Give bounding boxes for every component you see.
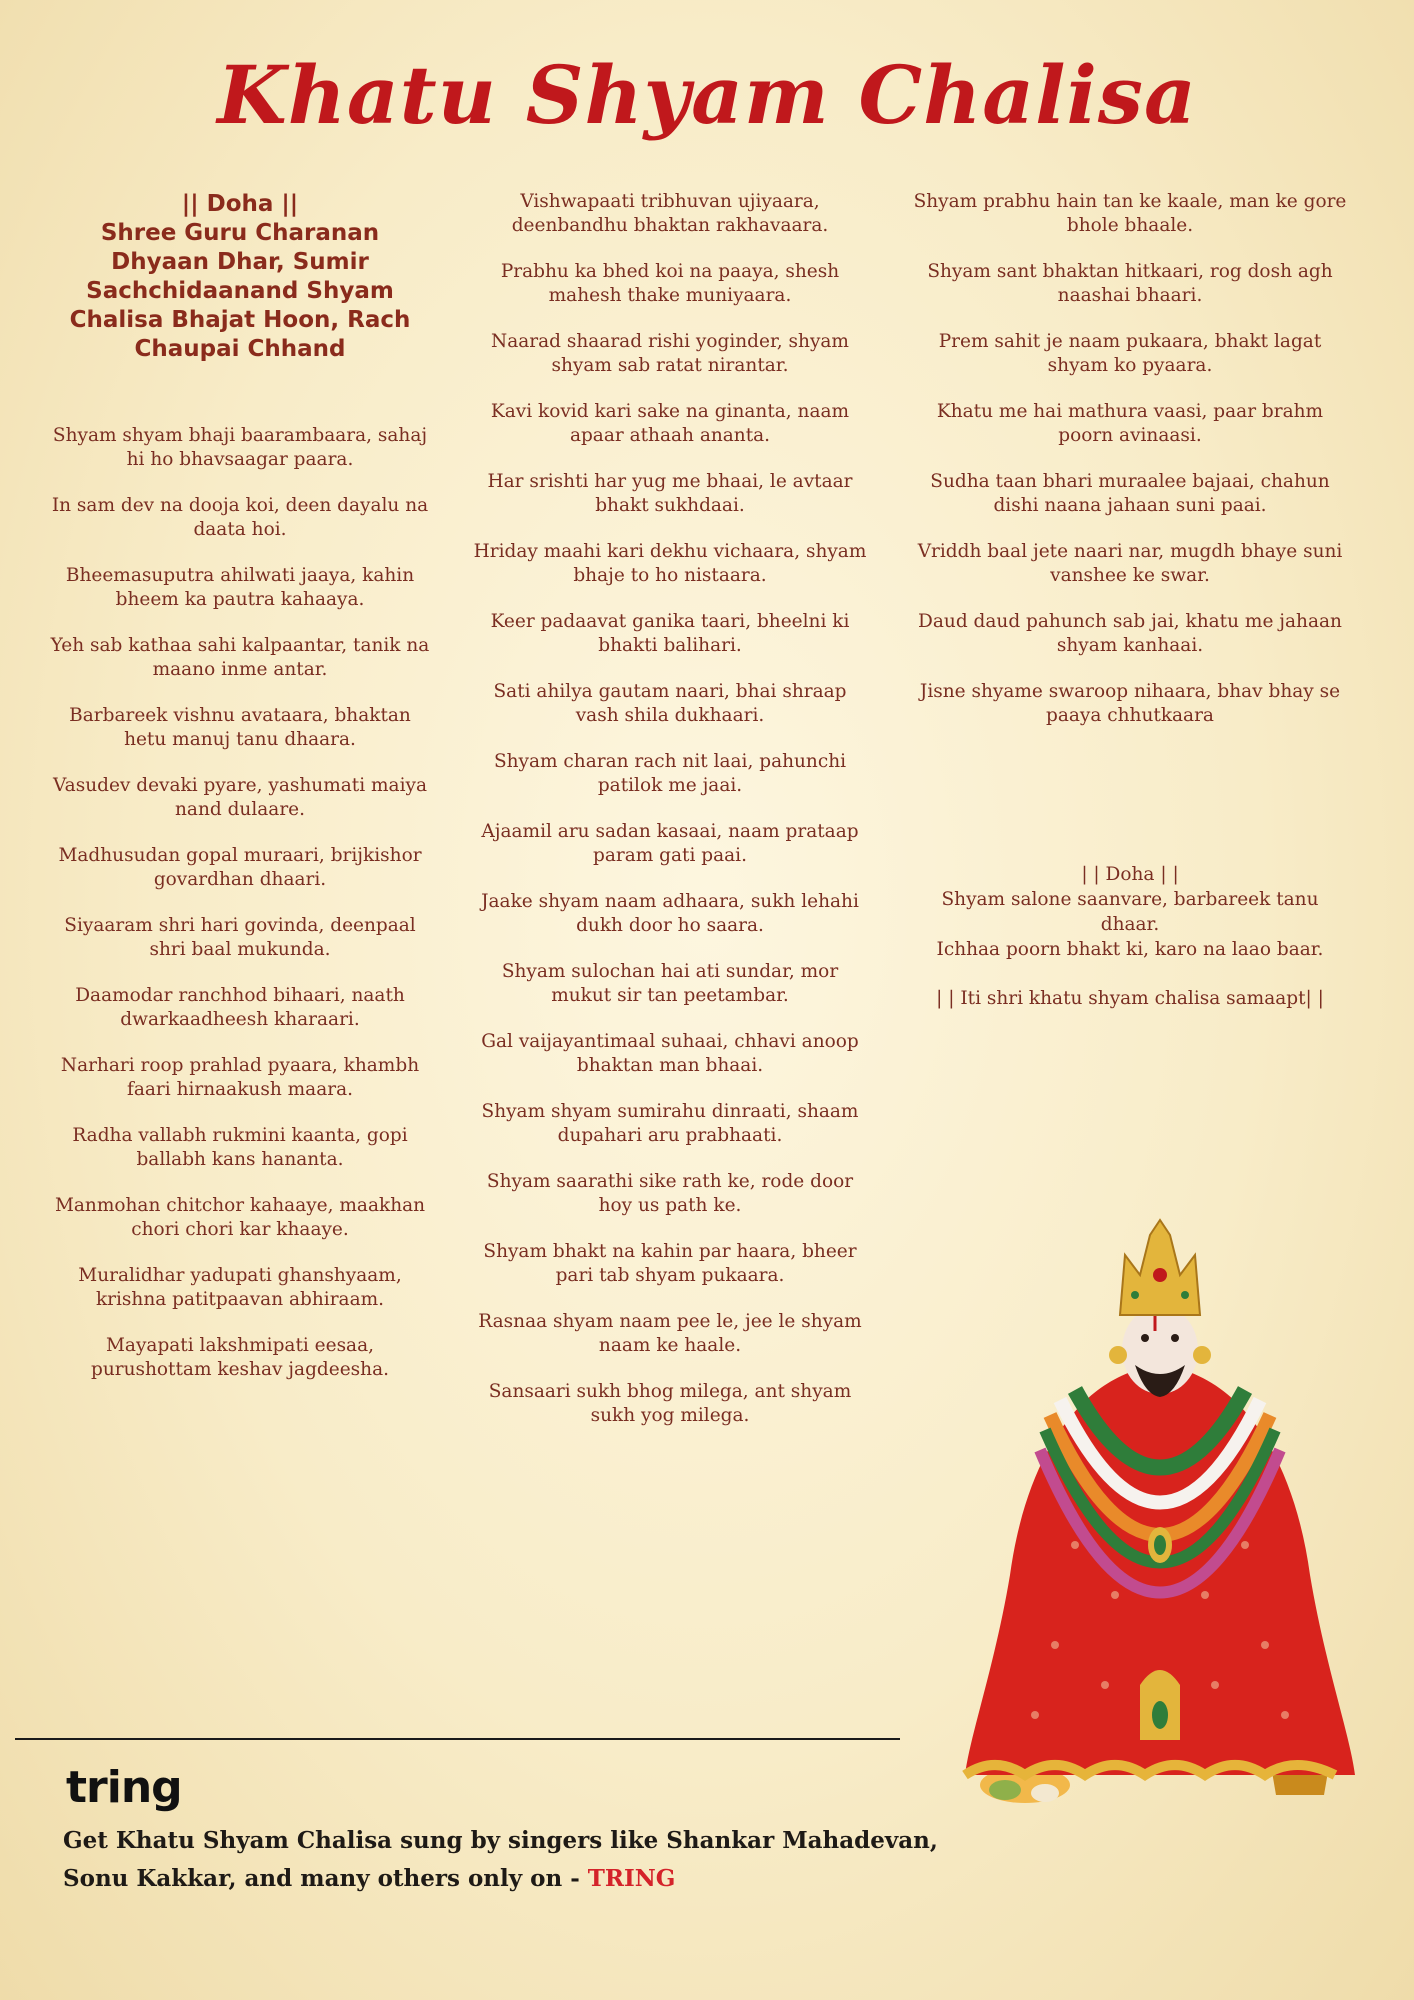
verse: In sam dev na dooja koi, deen dayalu na daata hoi. [51, 495, 429, 540]
verse: Ajaamil aru sadan kasaai, naam prataap param gati paai. [481, 821, 859, 866]
column-1 [50, 190, 430, 1404]
verse: Muralidhar yadupati ghanshyaam, krishna patitpaavan abhiraam. [78, 1265, 402, 1310]
verse: Prabhu ka bhed koi na paaya, shesh mahesh thake muniyaara. [500, 261, 840, 306]
verse: Shyam sulochan hai ati sundar, mor mukut sir tan peetambar. [501, 961, 839, 1006]
verse: Naarad shaarad rishi yoginder, shyam shyam sab ratat nirantar. [491, 331, 849, 376]
verse: Gal vaijayantimaal suhaai, chhavi anoop bhaktan man bhaai. [481, 1031, 859, 1076]
verse: Shyam bhakt na kahin par haara, bheer pari tab shyam pukaara. [483, 1241, 857, 1286]
verse: Har srishti har yug me bhaai, le avtaar bhakt sukhdaai. [487, 471, 853, 516]
verse: Jaake shyam naam adhaara, sukh lehahi dukh door ho saara. [481, 891, 859, 936]
verse: Jisne shyame swaroop nihaara, bhav bhay se paaya chhutkaara [919, 681, 1341, 726]
opening-doha [50, 190, 430, 364]
verse: Prem sahit je naam pukaara, bhakt lagat shyam ko pyaara. [938, 331, 1322, 376]
verse: Kavi kovid kari sake na ginanta, naam apaar athaah ananta. [490, 401, 850, 446]
verse: Barbareek vishnu avataara, bhaktan hetu manuj tanu dhaara. [69, 705, 411, 750]
column-3 [910, 190, 1350, 750]
column-2 [470, 190, 870, 1450]
verse: Shyam shyam bhaji baarambaara, sahaj hi ho bhavsaagar paara. [52, 425, 428, 470]
verse: Sudha taan bhari muraalee bajaai, chahun dishi naana jahaan suni paai. [930, 471, 1330, 516]
column-1-verses [50, 424, 430, 1382]
page-title: Khatu Shyam Chalisa [217, 48, 1197, 142]
chalisa-ending: | | Iti shri khatu shyam chalisa samaapt| | [936, 988, 1324, 1009]
verse: Sati ahilya gautam naari, bhai shraap vash shila dukhaari. [493, 681, 847, 726]
promo-text [63, 1822, 943, 1898]
verse: Shyam charan rach nit laai, pahunchi patilok me jaai. [493, 751, 847, 796]
verse: Rasnaa shyam naam pee le, jee le shyam naam ke haale. [478, 1311, 862, 1356]
verse: Daud daud pahunch sab jai, khatu me jahaan shyam kanhaai. [918, 611, 1342, 656]
verse: Vasudev devaki pyare, yashumati maiya nand dulaare. [53, 775, 427, 820]
closing-doha [910, 862, 1350, 1011]
verse: Manmohan chitchor kahaaye, maakhan chori chori kar khaaye. [54, 1195, 426, 1240]
verse: Siyaaram shri hari govinda, deenpaal shri baal mukunda. [64, 915, 416, 960]
verse: Bheemasuputra ahilwati jaaya, kahin bheem ka pautra kahaaya. [65, 565, 415, 610]
verse: Shyam sant bhaktan hitkaari, rog dosh agh naashai bhaari. [927, 261, 1333, 306]
deity-illustration [955, 1215, 1365, 1815]
brand-logo: tring [66, 1762, 182, 1813]
verse: Hriday maahi kari dekhu vichaara, shyam bhaje to ho nistaara. [473, 541, 867, 586]
doha-text: Shree Guru Charanan Dhyaan Dhar, Sumir Sachchidaanand Shyam Chalisa Bhajat Hoon, Rach Chaupai Chhand [69, 220, 411, 362]
verse: Yeh sab kathaa sahi kalpaantar, tanik na maano inme antar. [50, 635, 430, 680]
verse: Daamodar ranchhod bihaari, naath dwarkaadheesh kharaari. [75, 985, 405, 1030]
verse: Vriddh baal jete naari nar, mugdh bhaye suni vanshee ke swar. [917, 541, 1343, 586]
closing-doha-line: Ichhaa poorn bhakt ki, karo na laao baar. [936, 939, 1324, 960]
verse: Shyam prabhu hain tan ke kaale, man ke gore bhole bhaale. [913, 191, 1347, 236]
verse: Shyam saarathi sike rath ke, rode door hoy us path ke. [486, 1171, 854, 1216]
verse: Mayapati lakshmipati eesaa, purushottam keshav jagdeesha. [91, 1335, 389, 1380]
verse: Vishwapaati tribhuvan ujiyaara, deenbandhu bhaktan rakhavaara. [511, 191, 829, 236]
verse: Khatu me hai mathura vaasi, paar brahm poorn avinaasi. [936, 401, 1324, 446]
verse: Shyam shyam sumirahu dinraati, shaam dupahari aru prabhaati. [481, 1101, 859, 1146]
doha-heading: || Doha || [181, 191, 299, 217]
verse: Keer padaavat ganika taari, bheelni ki bhakti balihari. [490, 611, 850, 656]
footer-divider [15, 1738, 900, 1740]
closing-doha-line: Shyam salone saanvare, barbareek tanu dhaar. [941, 889, 1319, 935]
verse: Narhari roop prahlad pyaara, khambh faari hirnaakush maara. [60, 1055, 420, 1100]
verse: Radha vallabh rukmini kaanta, gopi ballabh kans hananta. [72, 1125, 408, 1170]
tring-link[interactable]: TRING [587, 1865, 676, 1892]
verse: Madhusudan gopal muraari, brijkishor govardhan dhaari. [58, 845, 422, 890]
closing-doha-heading: | | Doha | | [1081, 864, 1179, 885]
promo-message: Get Khatu Shyam Chalisa sung by singers like Shankar Mahadevan, Sonu Kakkar, and many others only on - [63, 1827, 938, 1892]
verse: Sansaari sukh bhog milega, ant shyam sukh yog milega. [488, 1381, 852, 1426]
